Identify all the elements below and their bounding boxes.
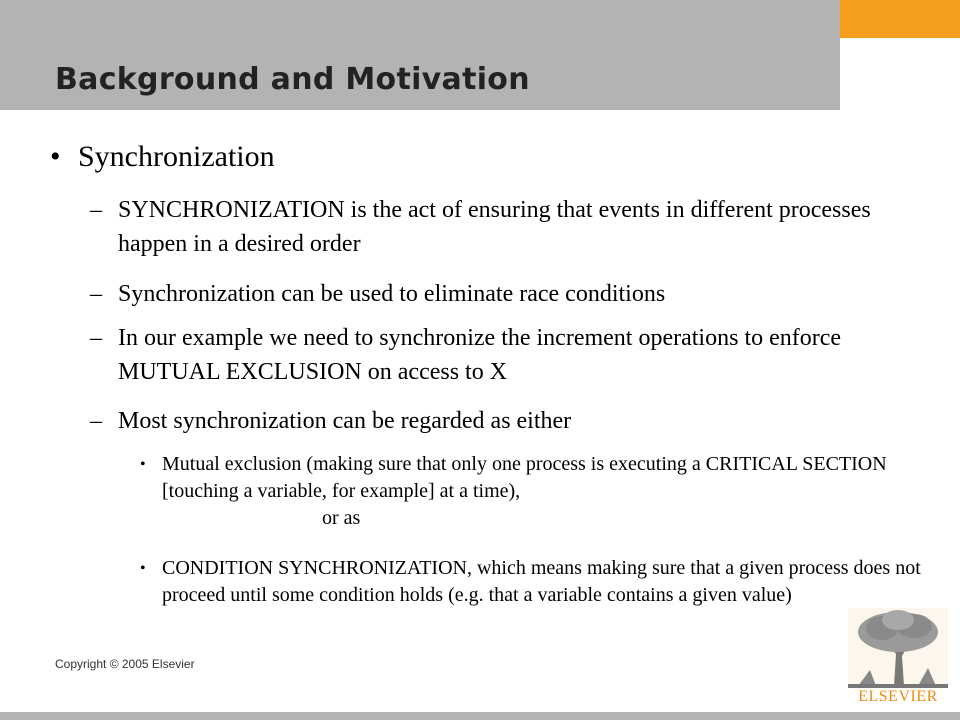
- small-bullet-marker: •: [140, 560, 146, 577]
- elsevier-logo-text: ELSEVIER: [858, 688, 938, 705]
- bullet-marker: •: [50, 140, 61, 173]
- sub-item-text: Synchronization can be used to eliminate race conditions: [118, 281, 666, 307]
- elsevier-logo: [848, 608, 948, 712]
- slide-title: Background and Motivation: [55, 62, 530, 97]
- sub-item-text: In our example we need to synchronize the increment operations to enforce MUTUAL EXCLUSION on access to X: [118, 325, 842, 385]
- footer-bar: [0, 712, 960, 720]
- sub-sub-item-text: [162, 451, 932, 532]
- sub-item-text: Most synchronization can be regarded as either: [118, 408, 572, 434]
- dash-marker: –: [90, 197, 102, 223]
- copyright-text: Copyright © 2005 Elsevier: [55, 657, 195, 671]
- or-as-line: or as: [322, 507, 361, 529]
- tree-icon: [848, 608, 948, 688]
- dash-marker: –: [90, 408, 102, 434]
- dash-marker: –: [90, 281, 102, 307]
- sub-item-text: SYNCHRONIZATION is the act of ensuring that events in different processes happen in a desired order: [118, 197, 871, 257]
- small-bullet-marker: •: [140, 456, 146, 473]
- dash-marker: –: [90, 325, 102, 351]
- sub-sub-item-text: CONDITION SYNCHRONIZATION, which means making sure that a given process does not proceed until some condition holds (e.g. that a variable contains a given value): [162, 557, 921, 606]
- mutex-line: Mutual exclusion (making sure that only one process is executing a CRITICAL SECTION [touching a variable, for example] at a time),: [162, 453, 887, 502]
- bullet-text: Synchronization: [78, 140, 275, 173]
